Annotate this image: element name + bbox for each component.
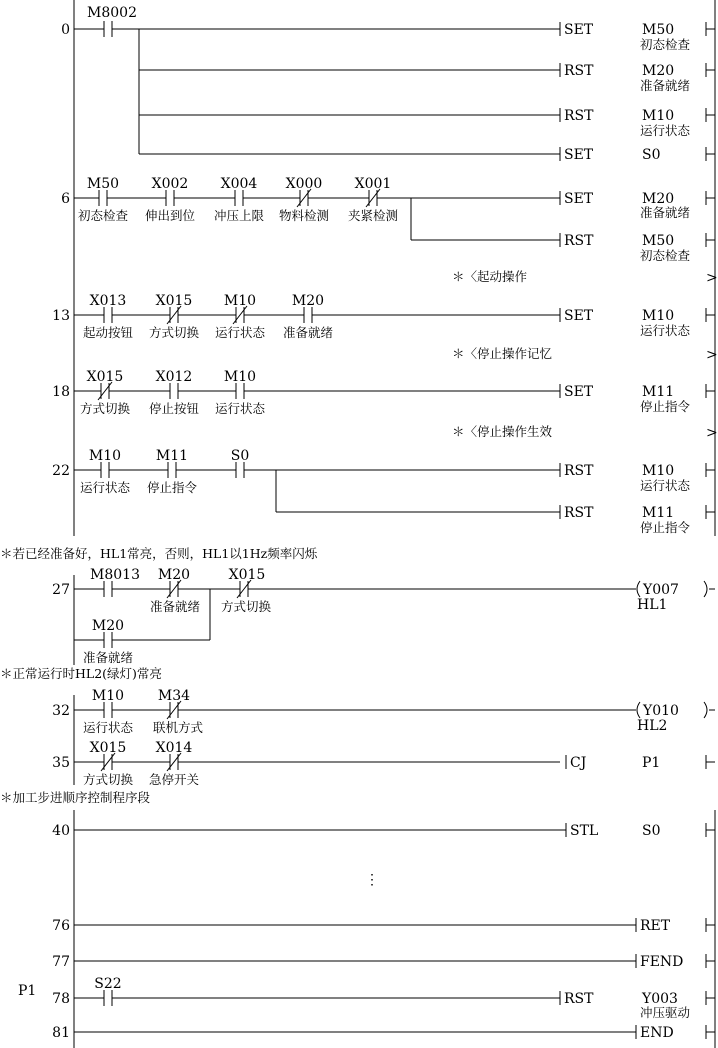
no-contact xyxy=(236,462,244,478)
operand-comment: 停止指令 xyxy=(640,399,691,414)
operand-comment: 初态检查 xyxy=(640,37,691,52)
step-number: 18 xyxy=(52,384,70,400)
output-instruction xyxy=(564,63,691,93)
instruction-end-bracket xyxy=(706,954,715,968)
rung-comment: ＊〈停止操作记忆 xyxy=(452,346,553,361)
contact-label: X015 xyxy=(155,293,193,309)
no-contact xyxy=(170,383,178,399)
no-contact xyxy=(235,190,243,206)
contact-label: M8013 xyxy=(90,567,140,583)
operand: M10 xyxy=(642,108,675,124)
rung-35 xyxy=(52,740,715,787)
contact-label: M10 xyxy=(88,448,122,464)
rung-comment: ＊〈起动操作 xyxy=(452,269,528,284)
contact-comment: 联机方式 xyxy=(152,720,204,735)
contact-comment: 冲压上限 xyxy=(213,208,265,223)
pointer-label: P1 xyxy=(18,983,37,999)
operand-comment: 准备就绪 xyxy=(640,78,691,93)
no-contact xyxy=(304,307,312,323)
output-coil xyxy=(637,581,715,613)
no-contact xyxy=(104,990,112,1006)
contact-label: M10 xyxy=(91,688,125,704)
rung-18 xyxy=(52,369,715,416)
no-contact xyxy=(236,383,244,399)
contact-comment: 准备就绪 xyxy=(282,325,334,340)
step-number: 78 xyxy=(52,991,70,1007)
contact-label: X015 xyxy=(89,740,127,756)
instruction-end-bracket xyxy=(706,384,715,398)
rung-40 xyxy=(52,823,715,839)
contact-label: M34 xyxy=(157,688,191,704)
rung-13 xyxy=(52,293,715,340)
contact-comment: 起动按钮 xyxy=(82,325,134,340)
svg-text:END: END xyxy=(640,1025,674,1041)
operand: M11 xyxy=(642,384,675,400)
no-contact xyxy=(104,581,112,597)
contact-comment: 伸出到位 xyxy=(144,208,196,223)
operand-comment: 准备就绪 xyxy=(640,205,691,220)
operand: M50 xyxy=(642,233,675,249)
svg-text:RST: RST xyxy=(564,991,594,1007)
coil-operand: Y010 xyxy=(643,703,679,719)
instruction-end-bracket xyxy=(706,918,715,932)
output-coil xyxy=(637,702,715,734)
contact-label: S0 xyxy=(230,448,250,464)
step-number: 13 xyxy=(52,308,70,324)
no-contact xyxy=(99,190,107,206)
contact-comment: 初态检查 xyxy=(77,208,129,223)
contact-comment: 准备就绪 xyxy=(82,650,134,665)
contact-label: X001 xyxy=(354,176,392,192)
step-number: 77 xyxy=(52,954,70,970)
rung-77 xyxy=(52,954,715,970)
output-instruction xyxy=(564,233,690,263)
operand-comment: 运行状态 xyxy=(640,478,691,493)
contact-label: S22 xyxy=(94,976,122,992)
operand: P1 xyxy=(642,755,661,771)
coil-operand: Y007 xyxy=(643,582,679,598)
no-contact xyxy=(101,462,109,478)
contact-label: M20 xyxy=(157,567,191,583)
step-number: 22 xyxy=(52,463,70,479)
rung-27 xyxy=(52,567,715,665)
no-contact xyxy=(104,307,112,323)
comment-end-marker: > xyxy=(706,270,718,286)
contact-comment: 物料检测 xyxy=(278,208,330,223)
operand: M20 xyxy=(642,63,675,79)
operand-comment: 运行状态 xyxy=(640,123,691,138)
instruction-end-bracket xyxy=(706,991,715,1005)
output-instruction xyxy=(564,505,691,535)
svg-text:RET: RET xyxy=(640,918,671,934)
rung-0 xyxy=(61,5,715,163)
svg-text:SET: SET xyxy=(564,308,594,324)
svg-text:RST: RST xyxy=(564,63,594,79)
operand: S0 xyxy=(642,147,661,163)
svg-text:STL: STL xyxy=(570,823,599,839)
rung-76 xyxy=(52,918,715,934)
instruction-end-bracket xyxy=(706,463,715,519)
svg-text:CJ: CJ xyxy=(570,755,587,771)
contact-comment: 方式切换 xyxy=(220,599,272,614)
step-number: 81 xyxy=(52,1025,70,1041)
comment-end-marker: > xyxy=(706,425,718,441)
contact-label: X013 xyxy=(89,293,127,309)
comment-end-marker: > xyxy=(706,347,718,363)
rung-78 xyxy=(18,976,715,1020)
coil-comment: HL2 xyxy=(637,718,668,734)
contact-comment: 准备就绪 xyxy=(149,599,201,614)
contact-label: X015 xyxy=(228,567,266,583)
rung-32 xyxy=(52,688,715,735)
contact-comment: 方式切换 xyxy=(148,325,200,340)
output-instruction xyxy=(564,191,691,220)
step-number: 27 xyxy=(52,582,70,598)
instruction-end-bracket xyxy=(706,755,715,769)
no-contact xyxy=(104,702,112,718)
svg-text:RST: RST xyxy=(564,233,594,249)
section-comment: ＊加工步进顺序控制程序段 xyxy=(0,790,151,805)
operand-comment: 停止指令 xyxy=(640,520,691,535)
no-contact xyxy=(166,190,174,206)
contact-comment: 方式切换 xyxy=(82,772,134,787)
contact-label: X012 xyxy=(155,369,193,385)
output-instruction xyxy=(564,22,690,52)
step-number: 35 xyxy=(52,755,70,771)
svg-text:SET: SET xyxy=(564,147,594,163)
operand: M50 xyxy=(642,22,675,38)
operand-comment: 冲压驱动 xyxy=(640,1005,691,1020)
svg-text:RST: RST xyxy=(564,108,594,124)
contact-label: X002 xyxy=(151,176,189,192)
contact-comment: 运行状态 xyxy=(82,720,134,735)
coil-comment: HL1 xyxy=(637,597,668,613)
output-instruction xyxy=(564,463,691,493)
svg-text:RST: RST xyxy=(564,463,594,479)
output-instruction xyxy=(564,384,691,414)
no-contact xyxy=(104,21,112,37)
contact-label: X000 xyxy=(285,176,323,192)
rung-comment: ＊〈停止操作生效 xyxy=(452,424,553,439)
operand-comment: 运行状态 xyxy=(640,323,691,338)
contact-comment: 停止指令 xyxy=(146,480,198,495)
contact-label: X014 xyxy=(155,740,193,756)
output-instruction xyxy=(566,755,660,771)
no-contact xyxy=(104,632,112,648)
no-contact xyxy=(168,462,176,478)
svg-text:SET: SET xyxy=(564,384,594,400)
section-comment: ＊若已经准备好，HL1常亮，否则，HL1以1Hz频率闪烁 xyxy=(0,546,318,561)
step-number: 6 xyxy=(61,191,70,207)
contact-label: M50 xyxy=(86,176,120,192)
instruction-end-bracket xyxy=(706,308,715,322)
contact-label: M10 xyxy=(223,293,257,309)
rung-22 xyxy=(52,448,715,535)
contact-comment: 夹紧检测 xyxy=(347,208,399,223)
step-number: 40 xyxy=(52,823,70,839)
contact-label: M11 xyxy=(155,448,189,464)
contact-comment: 运行状态 xyxy=(214,401,266,416)
svg-text:RST: RST xyxy=(564,505,594,521)
operand: M10 xyxy=(642,463,675,479)
instruction-end-bracket xyxy=(706,191,715,247)
svg-text:SET: SET xyxy=(564,22,594,38)
contact-label: M8002 xyxy=(87,5,137,21)
operand-comment: 初态检查 xyxy=(640,248,691,263)
operand: Y003 xyxy=(642,991,678,1007)
step-number: 76 xyxy=(52,918,70,934)
output-instruction xyxy=(564,991,691,1020)
contact-comment: 停止按钮 xyxy=(148,401,200,416)
contact-label: M10 xyxy=(223,369,257,385)
section-comment: ＊正常运行时HL2(绿灯)常亮 xyxy=(0,666,162,681)
operand: S0 xyxy=(642,823,661,839)
rung-81 xyxy=(52,1025,715,1041)
operand: M20 xyxy=(642,191,675,207)
contact-comment: 运行状态 xyxy=(79,480,131,495)
step-number: 0 xyxy=(61,22,70,38)
svg-text:SET: SET xyxy=(564,191,594,207)
output-instruction xyxy=(564,308,691,338)
contact-label: X004 xyxy=(220,176,258,192)
output-instruction xyxy=(564,108,691,138)
operand: M10 xyxy=(642,308,675,324)
instruction-end-bracket xyxy=(706,22,715,161)
step-number: 32 xyxy=(52,703,70,719)
instruction-end-bracket xyxy=(706,823,715,837)
output-instruction xyxy=(564,147,661,163)
svg-text:FEND: FEND xyxy=(640,954,684,970)
operand: M11 xyxy=(642,505,675,521)
contact-label: M20 xyxy=(91,618,125,634)
contact-comment: 急停开关 xyxy=(148,772,200,787)
contact-comment: 运行状态 xyxy=(214,325,266,340)
contact-label: X015 xyxy=(86,369,124,385)
contact-comment: 方式切换 xyxy=(79,401,131,416)
contact-label: M20 xyxy=(291,293,325,309)
instruction-end-bracket xyxy=(706,1025,715,1039)
ellipsis-marker: ⋮ xyxy=(365,872,379,888)
rung-6 xyxy=(61,176,715,263)
